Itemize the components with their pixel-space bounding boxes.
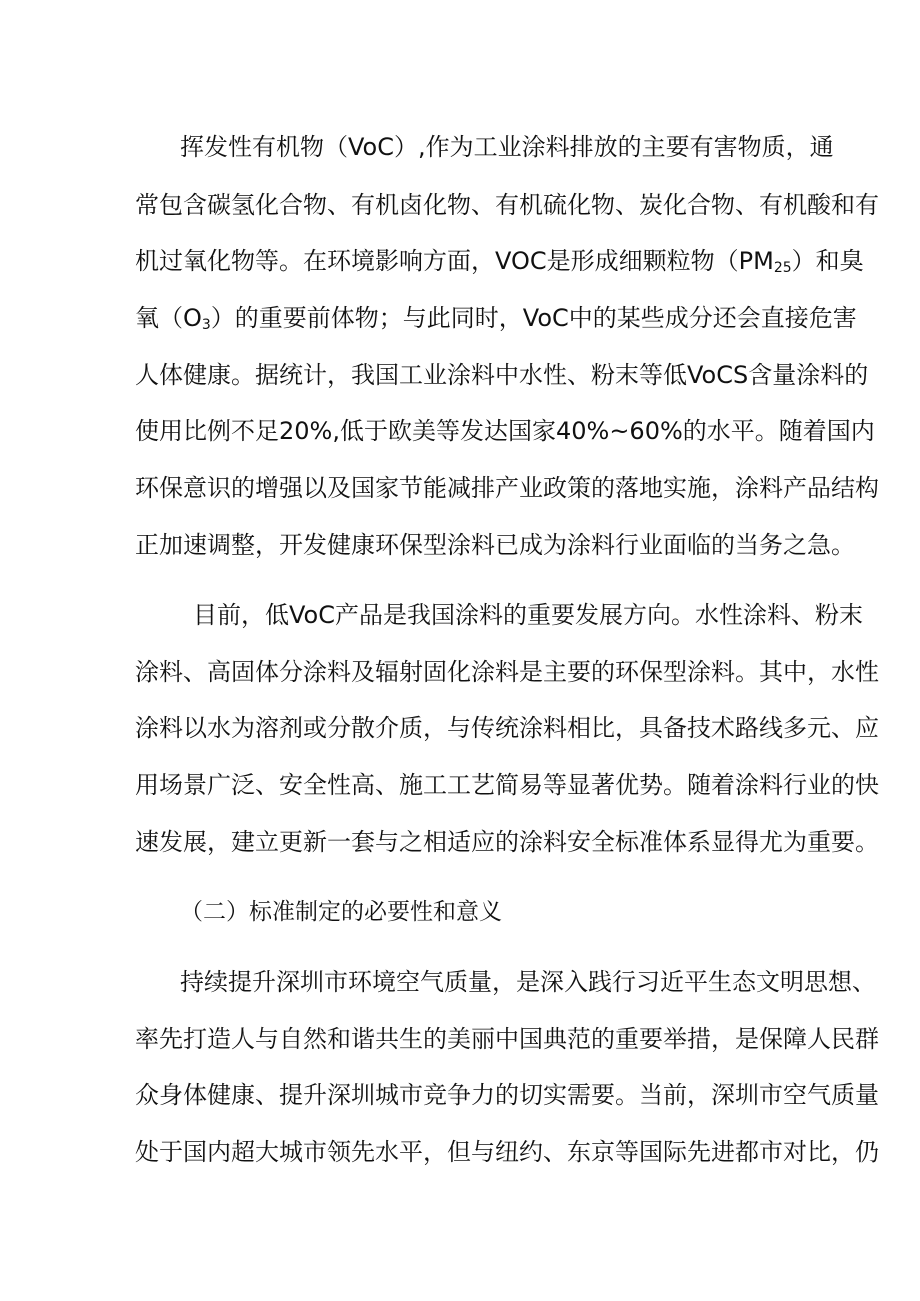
pm25-subscript: 25 [773, 260, 792, 276]
paragraph-1-line-3-text-b: ）和臭 [791, 247, 864, 275]
paragraph-3-line-3: 众身体健康、提升深圳城市竞争力的切实需要。当前，深圳市空气质量 [135, 1081, 879, 1109]
paragraph-3-line-1: 持续提升深圳市环境空气质量，是深入践行习近平生态文明思想、 [180, 968, 876, 996]
paragraph-2-line-3: 涂料以水为溶剂或分散介质，与传统涂料相比，具备技术路线多元、应 [135, 714, 879, 742]
paragraph-3-line-2: 率先打造人与自然和谐共生的美丽中国典范的重要举措，是保障人民群 [135, 1025, 879, 1053]
paragraph-1-line-4-text-b: ）的重要前体物；与此同时，VoC中的某些成分还会直接危害 [210, 304, 857, 332]
paragraph-1-line-2: 常包含碳氢化合物、有机卤化物、有机硫化物、炭化合物、有机酸和有 [135, 191, 879, 219]
paragraph-2-line-2: 涂料、高固体分涂料及辐射固化涂料是主要的环保型涂料。其中，水性 [135, 658, 879, 686]
paragraph-2-line-5: 速发展，建立更新一套与之相适应的涂料安全标准体系显得尤为重要。 [135, 828, 879, 856]
paragraph-1-line-4-text-a: 氧（O [135, 304, 202, 332]
paragraph-1-line-4 [135, 303, 857, 333]
paragraph-1-line-3-text-a: 机过氧化物等。在环境影响方面，VOC是形成细颗粒物（PM [135, 247, 774, 275]
section-heading: （二）标准制定的必要性和意义 [180, 899, 502, 925]
o3-subscript: 3 [201, 317, 211, 333]
paragraph-1-line-6: 使用比例不足20%,低于欧美等发达国家40%~60%的水平。随着国内 [135, 417, 875, 445]
paragraph-1-line-8: 正加速调整，开发健康环保型涂料已成为涂料行业面临的当务之急。 [135, 531, 855, 559]
paragraph-1-line-1: 挥发性有机物（VoC）,作为工业涂料排放的主要有害物质，通 [180, 133, 834, 161]
paragraph-2-line-1: 目前，低VoC产品是我国涂料的重要发展方向。水性涂料、粉末 [193, 601, 863, 629]
paragraph-2-line-4: 用场景广泛、安全性高、施工工艺简易等显著优势。随着涂料行业的快 [135, 771, 879, 799]
paragraph-1-line-3 [135, 246, 864, 276]
paragraph-1-line-7: 环保意识的增强以及国家节能减排产业政策的落地实施，涂料产品结构 [135, 474, 879, 502]
paragraph-3-line-4: 处于国内超大城市领先水平，但与纽约、东京等国际先进都市对比，仍 [135, 1138, 879, 1166]
paragraph-1-line-5: 人体健康。据统计，我国工业涂料中水性、粉末等低VoCS含量涂料的 [135, 361, 869, 389]
